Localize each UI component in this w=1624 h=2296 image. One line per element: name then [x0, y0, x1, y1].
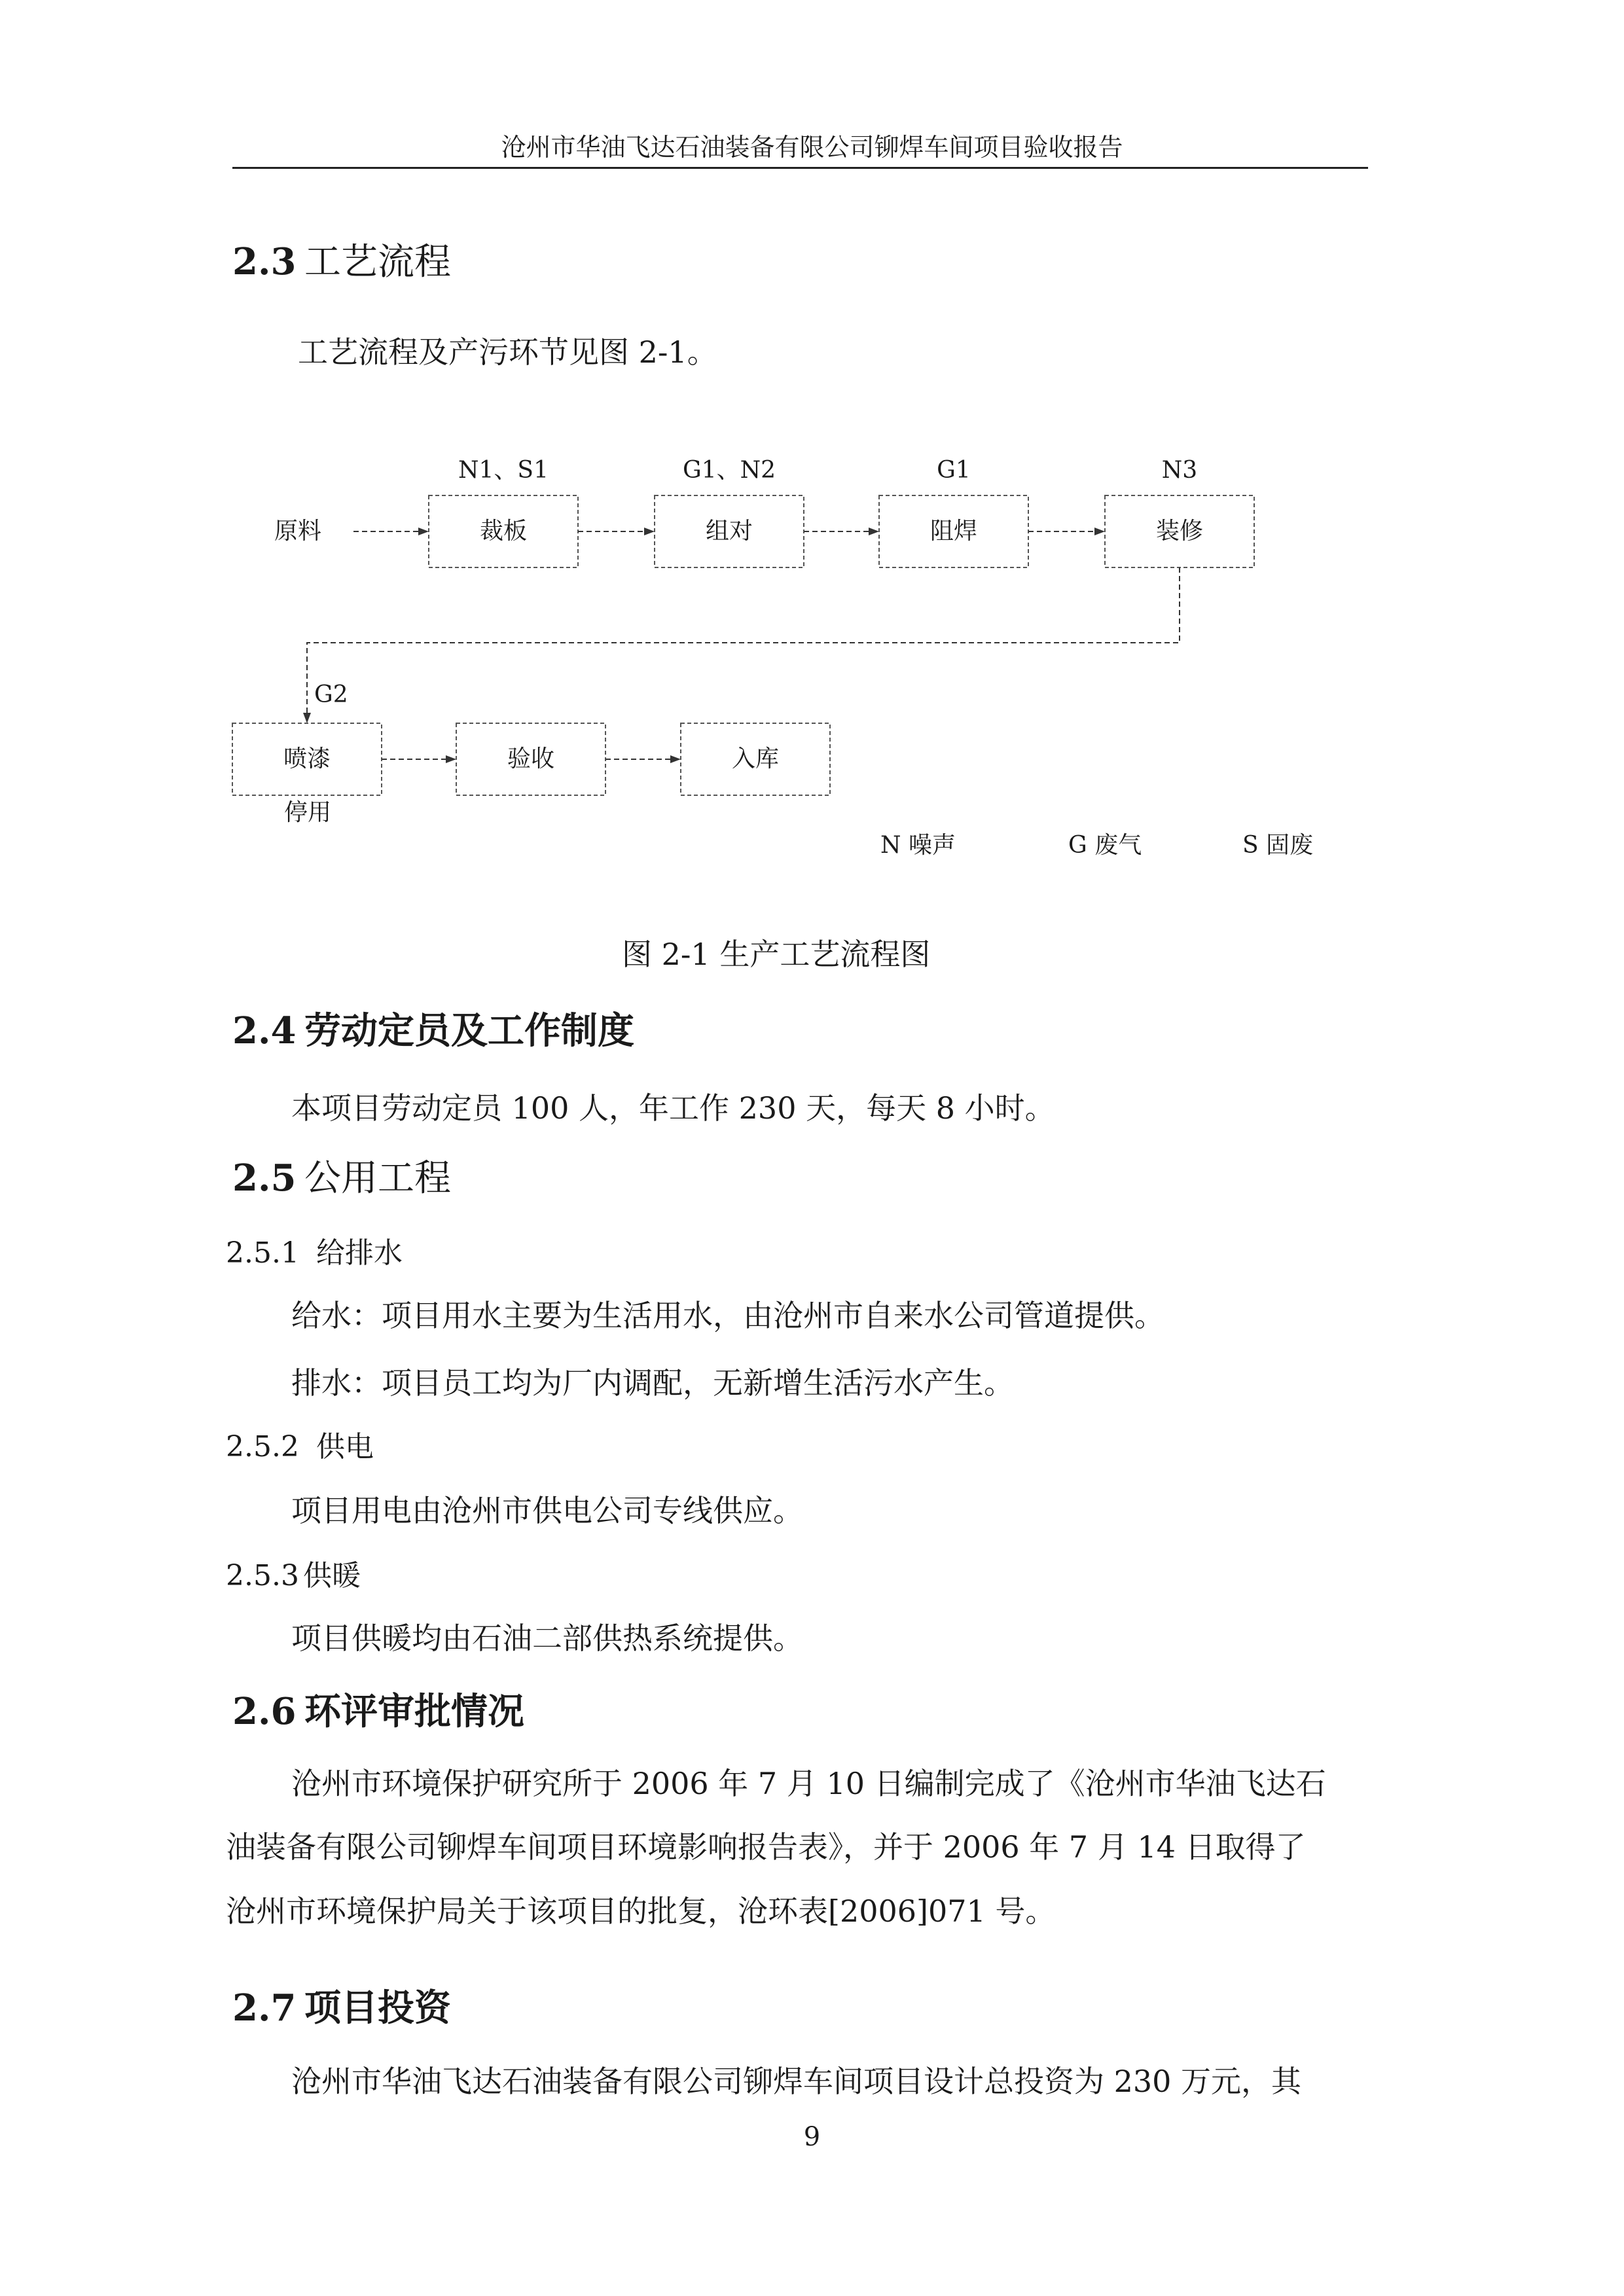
flow-pollutant-tag: G2	[314, 681, 348, 708]
header-rule	[232, 167, 1368, 169]
section-2-7-heading	[232, 1985, 451, 2032]
flow-box-label: 裁板	[479, 518, 527, 545]
running-header: 沧州市华油飞达石油装备有限公司铆焊车间项目验收报告	[501, 133, 1123, 162]
figure-caption: 图 2-1 生产工艺流程图	[622, 937, 931, 972]
section-number: 2.3	[232, 240, 297, 283]
section-2-5-heading	[232, 1155, 451, 1202]
eia-paragraph-line: 油装备有限公司铆焊车间项目环境影响报告表》，并于 2006 年 7 月 14 日取得了	[226, 1829, 1306, 1865]
water-supply-paragraph: 给水：项目用水主要为生活用水，由沧州市自来水公司管道提供。	[291, 1298, 1164, 1333]
flow-note-disabled: 停用	[283, 799, 331, 826]
subsection-title: 给排水	[316, 1236, 403, 1270]
subsection-title: 供暖	[303, 1559, 361, 1592]
section-title: 项目投资	[304, 1987, 451, 2030]
section-2-4-paragraph: 本项目劳动定员 100 人，年工作 230 天，每天 8 小时。	[291, 1090, 1055, 1126]
subsection-number: 2.5.2	[226, 1430, 299, 1463]
flow-pollutant-tag: N1、S1	[458, 457, 549, 484]
flow-input-label: 原料	[274, 518, 321, 545]
heating-paragraph: 项目供暖均由石油二部供热系统提供。	[291, 1621, 803, 1656]
page-number: 9	[803, 2122, 821, 2152]
subsection-2-5-3-heading	[226, 1558, 361, 1594]
flow-box-label: 阻焊	[929, 518, 977, 545]
section-2-6-heading	[232, 1689, 524, 1735]
subsection-number: 2.5.1	[226, 1236, 299, 1270]
drainage-paragraph: 排水：项目员工均为厂内调配，无新增生活污水产生。	[291, 1365, 1014, 1401]
section-title: 环评审批情况	[304, 1691, 524, 1733]
section-number: 2.6	[232, 1690, 297, 1733]
flow-pollutant-tag: N3	[1161, 457, 1198, 484]
section-2-4-heading	[232, 1008, 634, 1054]
flow-connector-return	[307, 567, 1180, 722]
section-2-3-heading	[232, 239, 451, 285]
subsection-2-5-1-heading	[226, 1235, 403, 1272]
flow-box-label: 装修	[1155, 518, 1203, 545]
flow-box-label: 验收	[507, 745, 554, 772]
subsection-title: 供电	[316, 1430, 374, 1463]
section-2-3-intro: 工艺流程及产污环节见图 2-1。	[298, 334, 717, 370]
section-number: 2.4	[232, 1009, 297, 1052]
legend-gas: G 废气	[1068, 832, 1142, 859]
power-supply-paragraph: 项目用电由沧州市供电公司专线供应。	[291, 1493, 803, 1528]
subsection-2-5-2-heading	[226, 1429, 374, 1465]
flow-pollutant-tag: G1、N2	[682, 457, 776, 484]
flow-box-label: 入库	[731, 745, 779, 772]
legend-noise: N 噪声	[880, 832, 956, 859]
section-number: 2.5	[232, 1157, 297, 1200]
flow-box-label: 组对	[705, 518, 753, 545]
section-title: 工艺流程	[304, 241, 451, 283]
subsection-number: 2.5.3	[226, 1559, 299, 1592]
eia-paragraph-line: 沧州市环境保护局关于该项目的批复，沧环表[2006]071 号。	[226, 1893, 1056, 1929]
section-title: 公用工程	[304, 1157, 451, 1200]
eia-paragraph-line: 沧州市环境保护研究所于 2006 年 7 月 10 日编制完成了《沧州市华油飞达石	[291, 1766, 1326, 1801]
section-title: 劳动定员及工作制度	[304, 1010, 634, 1052]
investment-paragraph-line: 沧州市华油飞达石油装备有限公司铆焊车间项目设计总投资为 230 万元，其	[291, 2064, 1302, 2099]
flow-box-label: 喷漆	[283, 745, 331, 772]
legend-solid-waste: S 固废	[1242, 832, 1314, 859]
flow-pollutant-tag: G1	[937, 457, 971, 484]
section-number: 2.7	[232, 1986, 297, 2030]
